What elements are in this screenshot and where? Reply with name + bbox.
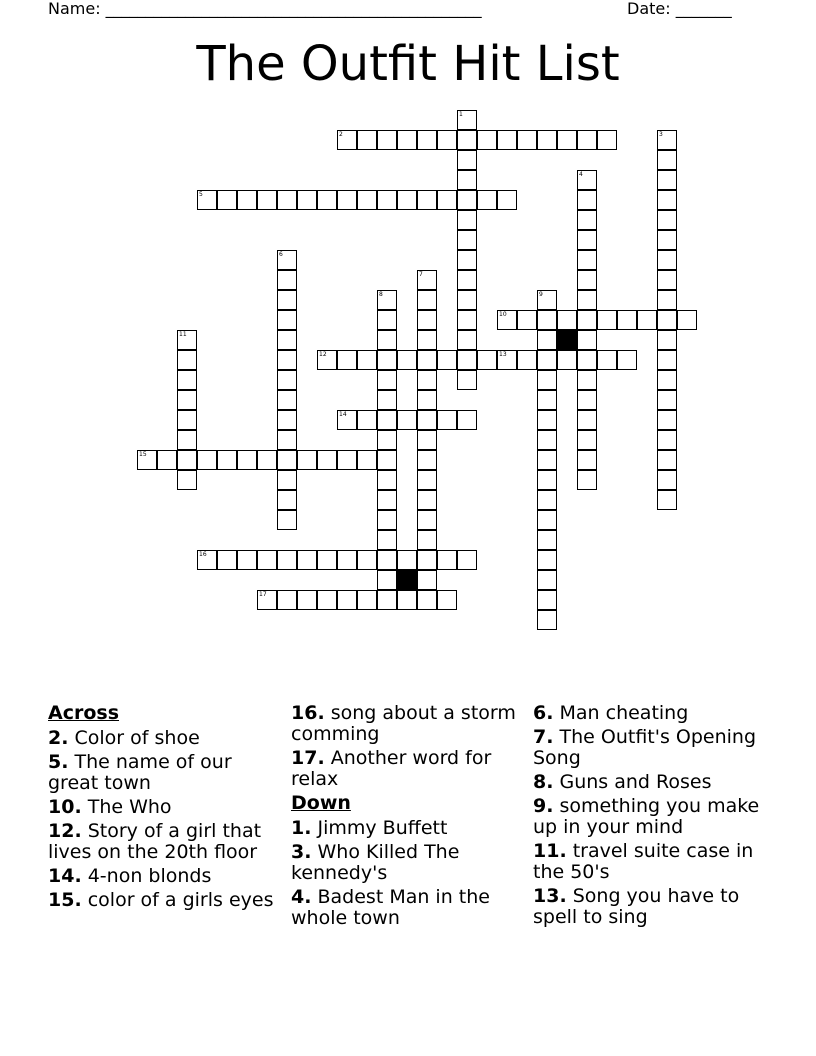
grid-cell[interactable] [437, 350, 457, 370]
grid-cell[interactable] [577, 310, 597, 330]
grid-cell[interactable] [577, 190, 597, 210]
grid-cell[interactable] [277, 490, 297, 510]
grid-cell[interactable] [377, 130, 397, 150]
clue-across-2: 2. Color of shoe [48, 727, 200, 749]
down-heading: Down [291, 792, 351, 814]
grid-cell[interactable] [537, 510, 557, 530]
grid-cell[interactable] [637, 310, 657, 330]
grid-cell[interactable] [557, 130, 577, 150]
clue-down-13: 13. Song you have to spell to sing [533, 885, 740, 928]
grid-cell[interactable] [657, 250, 677, 270]
grid-cell[interactable] [537, 470, 557, 490]
page-title: The Outfit Hit List [196, 36, 620, 92]
grid-cell[interactable] [317, 190, 337, 210]
cell-number: 5 [199, 191, 203, 198]
grid-cell[interactable] [677, 310, 697, 330]
grid-cell[interactable] [577, 250, 597, 270]
grid-cell[interactable] [537, 530, 557, 550]
grid-cell[interactable] [317, 350, 337, 370]
grid-cell[interactable] [537, 350, 557, 370]
cell-number: 7 [419, 271, 423, 278]
grid-cell[interactable] [657, 410, 677, 430]
cell-number: 2 [339, 131, 343, 138]
grid-cell[interactable] [257, 590, 277, 610]
grid-cell[interactable] [157, 450, 177, 470]
grid-cell[interactable] [537, 410, 557, 430]
grid-cell[interactable] [377, 370, 397, 390]
grid-cell[interactable] [177, 350, 197, 370]
grid-cell[interactable] [457, 130, 477, 150]
grid-cell[interactable] [337, 350, 357, 370]
grid-cell[interactable] [377, 490, 397, 510]
across-heading: Across [48, 702, 120, 724]
grid-cell[interactable] [657, 370, 677, 390]
grid-cell[interactable] [417, 590, 437, 610]
grid-cell[interactable] [457, 550, 477, 570]
grid-cell[interactable] [537, 130, 557, 150]
grid-cell[interactable] [657, 130, 677, 150]
grid-cell[interactable] [177, 450, 197, 470]
grid-cell[interactable] [417, 450, 437, 470]
grid-cell[interactable] [377, 470, 397, 490]
grid-cell[interactable] [257, 550, 277, 570]
grid-cell[interactable] [657, 210, 677, 230]
grid-cell[interactable] [237, 450, 257, 470]
grid-cell[interactable] [517, 350, 537, 370]
grid-cell[interactable] [277, 290, 297, 310]
grid-cell[interactable] [617, 350, 637, 370]
grid-cell[interactable] [457, 350, 477, 370]
grid-cell[interactable] [537, 450, 557, 470]
grid-cell[interactable] [657, 490, 677, 510]
grid-cell[interactable] [577, 270, 597, 290]
grid-cell[interactable] [457, 210, 477, 230]
grid-cell[interactable] [457, 270, 477, 290]
grid-cell[interactable] [457, 150, 477, 170]
clue-down-11: 11. travel suite case in the 50's [533, 840, 754, 883]
grid-cell[interactable] [417, 330, 437, 350]
grid-cell[interactable] [537, 550, 557, 570]
cell-number: 4 [579, 171, 583, 178]
grid-cell[interactable] [577, 410, 597, 430]
grid-cell[interactable] [417, 190, 437, 210]
grid-cell[interactable] [357, 350, 377, 370]
grid-cell[interactable] [397, 130, 417, 150]
grid-cell[interactable] [457, 330, 477, 350]
cell-number: 1 [459, 111, 463, 118]
grid-cell[interactable] [457, 190, 477, 210]
grid-cell[interactable] [377, 550, 397, 570]
clue-across-14: 14. 4-non blonds [48, 865, 212, 887]
grid-cell[interactable] [577, 470, 597, 490]
grid-cell[interactable] [497, 190, 517, 210]
grid-cell[interactable] [417, 410, 437, 430]
clue-across-17: 17. Another word for relax [291, 747, 492, 790]
grid-cell[interactable] [217, 450, 237, 470]
grid-cell[interactable] [577, 370, 597, 390]
grid-cell[interactable] [537, 290, 557, 310]
grid-cell[interactable] [397, 550, 417, 570]
clue-down-7: 7. The Outfit's Opening Song [533, 726, 757, 769]
grid-cell[interactable] [357, 410, 377, 430]
grid-cell[interactable] [397, 190, 417, 210]
grid-cell[interactable] [177, 410, 197, 430]
grid-cell[interactable] [277, 390, 297, 410]
clue-across-5: 5. The name of our great town [48, 751, 232, 794]
grid-cell-black [397, 570, 417, 590]
cell-number: 10 [499, 311, 507, 318]
grid-cell[interactable] [237, 550, 257, 570]
grid-cell[interactable] [277, 350, 297, 370]
grid-cell[interactable] [137, 450, 157, 470]
clue-down-4: 4. Badest Man in the whole town [291, 886, 490, 929]
grid-cell[interactable] [457, 310, 477, 330]
cell-number: 12 [319, 351, 327, 358]
grid-cell[interactable] [277, 330, 297, 350]
grid-cell[interactable] [537, 430, 557, 450]
grid-cell[interactable] [357, 130, 377, 150]
cell-number: 8 [379, 291, 383, 298]
grid-cell[interactable] [257, 190, 277, 210]
clue-across-15: 15. color of a girls eyes [48, 889, 274, 911]
grid-cell[interactable] [597, 130, 617, 150]
grid-cell[interactable] [417, 470, 437, 490]
clue-down-8: 8. Guns and Roses [533, 771, 712, 793]
grid-cell[interactable] [657, 190, 677, 210]
grid-cell[interactable] [377, 390, 397, 410]
grid-cell[interactable] [277, 190, 297, 210]
grid-cell[interactable] [657, 310, 677, 330]
grid-cell[interactable] [477, 130, 497, 150]
grid-cell[interactable] [377, 290, 397, 310]
cell-number: 14 [339, 411, 347, 418]
grid-cell[interactable] [237, 190, 257, 210]
grid-cell[interactable] [297, 550, 317, 570]
grid-cell[interactable] [417, 130, 437, 150]
grid-cell[interactable] [297, 450, 317, 470]
clue-across-10: 10. The Who [48, 796, 172, 818]
grid-cell[interactable] [537, 310, 557, 330]
cell-number: 6 [279, 251, 283, 258]
cell-number: 15 [139, 451, 147, 458]
grid-cell[interactable] [357, 190, 377, 210]
grid-cell[interactable] [317, 450, 337, 470]
grid-cell[interactable] [517, 310, 537, 330]
clue-down-6: 6. Man cheating [533, 702, 689, 724]
grid-cell[interactable] [417, 510, 437, 530]
clues-column-3 [533, 703, 761, 931]
grid-cell[interactable] [417, 530, 437, 550]
grid-cell[interactable] [277, 250, 297, 270]
grid-cell[interactable] [377, 570, 397, 590]
date-line: Date: _______ [627, 0, 732, 18]
grid-cell[interactable] [537, 570, 557, 590]
grid-cell[interactable] [657, 450, 677, 470]
grid-cell[interactable] [417, 270, 437, 290]
grid-cell[interactable] [557, 310, 577, 330]
grid-cell[interactable] [657, 150, 677, 170]
grid-cell[interactable] [657, 290, 677, 310]
grid-cell[interactable] [277, 310, 297, 330]
grid-cell[interactable] [597, 310, 617, 330]
clue-down-9: 9. something you make up in your mind [533, 795, 760, 838]
grid-cell[interactable] [277, 450, 297, 470]
grid-cell[interactable] [457, 110, 477, 130]
grid-cell[interactable] [317, 550, 337, 570]
grid-cell[interactable] [337, 410, 357, 430]
grid-cell[interactable] [417, 570, 437, 590]
grid-cell[interactable] [377, 590, 397, 610]
grid-cell[interactable] [517, 130, 537, 150]
grid-cell[interactable] [337, 130, 357, 150]
grid-cell[interactable] [657, 350, 677, 370]
grid-cell[interactable] [197, 550, 217, 570]
grid-cell[interactable] [377, 330, 397, 350]
grid-cell[interactable] [377, 190, 397, 210]
grid-cell[interactable] [417, 290, 437, 310]
grid-cell[interactable] [457, 290, 477, 310]
grid-cell[interactable] [397, 350, 417, 370]
grid-cell[interactable] [217, 190, 237, 210]
grid-cell[interactable] [377, 350, 397, 370]
grid-cell[interactable] [437, 550, 457, 570]
grid-cell[interactable] [417, 370, 437, 390]
grid-cell[interactable] [457, 250, 477, 270]
grid-cell[interactable] [417, 490, 437, 510]
grid-cell[interactable] [277, 510, 297, 530]
grid-cell[interactable] [537, 610, 557, 630]
grid-cell[interactable] [537, 490, 557, 510]
grid-cell[interactable] [657, 270, 677, 290]
grid-cell[interactable] [357, 550, 377, 570]
grid-cell[interactable] [397, 590, 417, 610]
cell-number: 17 [259, 591, 267, 598]
grid-cell[interactable] [177, 390, 197, 410]
clues-column-2 [291, 703, 519, 932]
clue-down-1: 1. Jimmy Buffett [291, 817, 448, 839]
grid-cell[interactable] [457, 170, 477, 190]
grid-cell[interactable] [577, 290, 597, 310]
cell-number: 13 [499, 351, 507, 358]
grid-cell[interactable] [657, 470, 677, 490]
grid-cell[interactable] [437, 130, 457, 150]
grid-cell[interactable] [577, 350, 597, 370]
grid-cell[interactable] [437, 410, 457, 430]
grid-cell[interactable] [277, 590, 297, 610]
grid-cell[interactable] [297, 590, 317, 610]
cell-number: 3 [659, 131, 663, 138]
grid-cell[interactable] [177, 430, 197, 450]
grid-cell[interactable] [657, 330, 677, 350]
grid-cell[interactable] [177, 370, 197, 390]
grid-cell[interactable] [417, 550, 437, 570]
grid-cell[interactable] [337, 190, 357, 210]
grid-cell[interactable] [437, 190, 457, 210]
cell-number: 11 [179, 331, 187, 338]
grid-cell[interactable] [417, 430, 437, 450]
grid-cell[interactable] [277, 470, 297, 490]
grid-cell[interactable] [457, 410, 477, 430]
grid-cell[interactable] [277, 410, 297, 430]
grid-cell[interactable] [577, 330, 597, 350]
grid-cell[interactable] [257, 450, 277, 470]
grid-cell[interactable] [397, 410, 417, 430]
grid-cell[interactable] [577, 230, 597, 250]
name-line: Name: _______________________________________________ [48, 0, 482, 18]
clue-across-16: 16. song about a storm comming [291, 702, 516, 745]
grid-cell[interactable] [357, 450, 377, 470]
grid-cell[interactable] [277, 430, 297, 450]
grid-cell[interactable] [417, 310, 437, 330]
grid-cell[interactable] [657, 170, 677, 190]
grid-cell[interactable] [177, 470, 197, 490]
grid-cell[interactable] [597, 350, 617, 370]
grid-cell[interactable] [657, 430, 677, 450]
grid-cell[interactable] [537, 590, 557, 610]
grid-cell[interactable] [577, 210, 597, 230]
grid-cell[interactable] [537, 390, 557, 410]
grid-cell[interactable] [477, 350, 497, 370]
grid-cell[interactable] [277, 550, 297, 570]
grid-cell[interactable] [617, 310, 637, 330]
grid-cell[interactable] [577, 430, 597, 450]
grid-cell[interactable] [477, 190, 497, 210]
grid-cell[interactable] [377, 430, 397, 450]
grid-cell[interactable] [317, 590, 337, 610]
grid-cell[interactable] [557, 350, 577, 370]
grid-cell[interactable] [417, 390, 437, 410]
clue-across-12: 12. Story of a girl that lives on the 20th floor [48, 820, 262, 863]
grid-cell[interactable] [377, 530, 397, 550]
grid-cell[interactable] [377, 410, 397, 430]
grid-cell[interactable] [577, 450, 597, 470]
grid-cell[interactable] [377, 450, 397, 470]
grid-cell[interactable] [177, 330, 197, 350]
grid-cell[interactable] [297, 190, 317, 210]
grid-cell[interactable] [577, 390, 597, 410]
grid-cell[interactable] [197, 190, 217, 210]
grid-cell[interactable] [497, 310, 517, 330]
grid-cell[interactable] [277, 370, 297, 390]
grid-cell[interactable] [277, 270, 297, 290]
clue-down-3: 3. Who Killed The kennedy's [291, 841, 460, 884]
grid-cell[interactable] [437, 590, 457, 610]
grid-cell[interactable] [577, 170, 597, 190]
grid-cell[interactable] [377, 510, 397, 530]
grid-cell[interactable] [657, 230, 677, 250]
grid-cell[interactable] [337, 550, 357, 570]
clues-column-1 [48, 703, 276, 914]
grid-cell[interactable] [417, 350, 437, 370]
grid-cell[interactable] [337, 450, 357, 470]
grid-cell[interactable] [377, 310, 397, 330]
cell-number: 16 [199, 551, 207, 558]
grid-cell[interactable] [337, 590, 357, 610]
grid-cell[interactable] [197, 450, 217, 470]
cell-number: 9 [539, 291, 543, 298]
grid-cell[interactable] [577, 130, 597, 150]
grid-cell-black [557, 330, 577, 350]
grid-cell[interactable] [457, 370, 477, 390]
grid-cell[interactable] [537, 370, 557, 390]
grid-cell[interactable] [497, 350, 517, 370]
grid-cell[interactable] [217, 550, 237, 570]
grid-cell[interactable] [497, 130, 517, 150]
grid-cell[interactable] [657, 390, 677, 410]
grid-cell[interactable] [457, 230, 477, 250]
grid-cell[interactable] [537, 330, 557, 350]
grid-cell[interactable] [357, 590, 377, 610]
